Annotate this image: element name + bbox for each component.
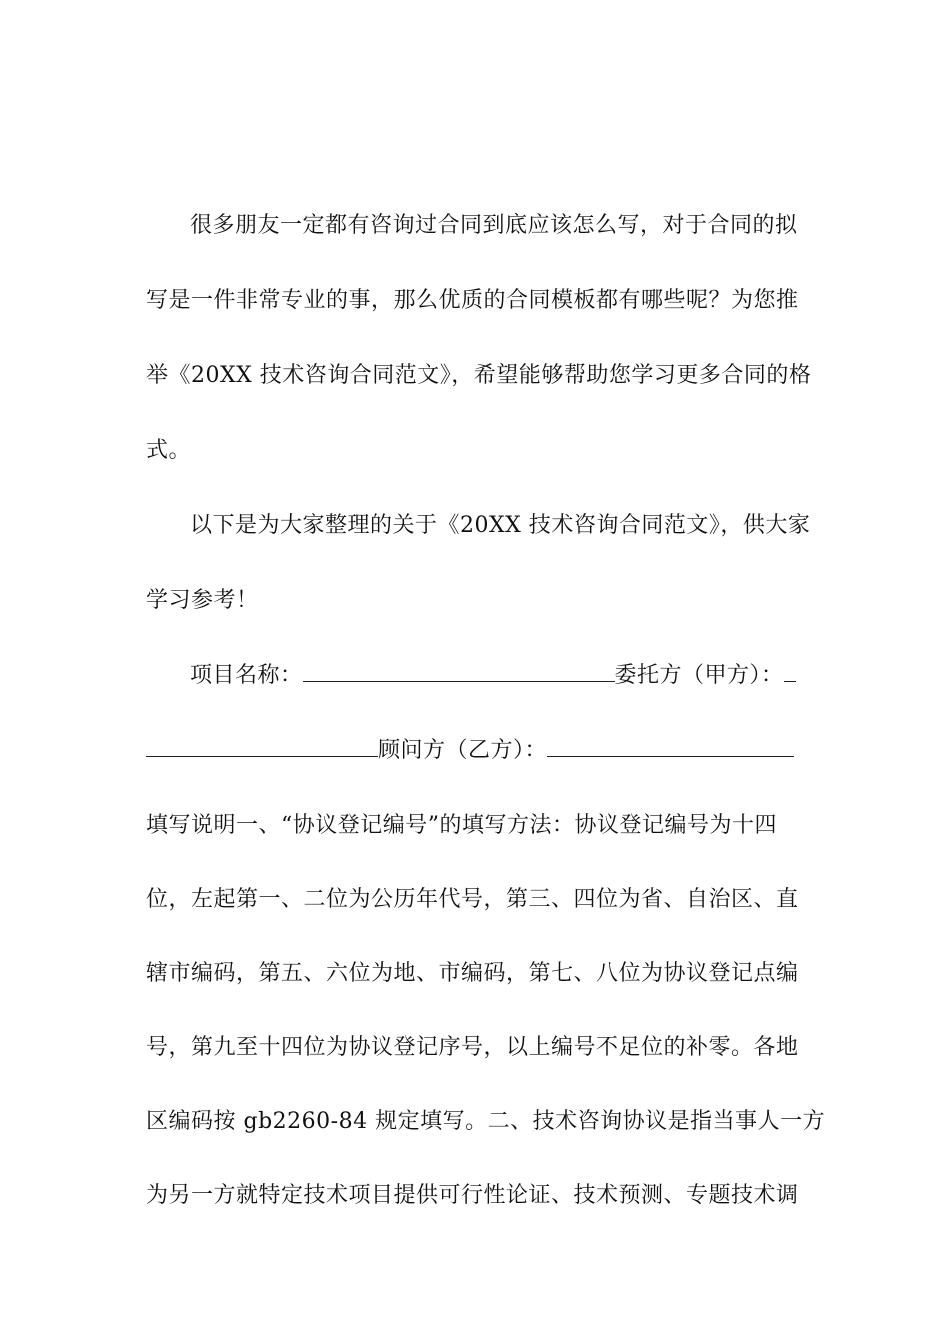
project-name-blank[interactable] xyxy=(303,663,615,682)
body-line-3: 辖市编码，第五、六位为地、市编码，第七、八位为协议登记点编 xyxy=(146,961,799,986)
client-blank[interactable] xyxy=(146,738,378,757)
body-line-6: 为另一方就特定技术项目提供可行性论证、技术预测、专题技术调 xyxy=(146,1183,799,1208)
intro-line-5: 以下是为大家整理的关于《20XX 技术咨询合同范文》，供大家 xyxy=(190,513,811,538)
project-name-label: 项目名称： xyxy=(190,663,303,688)
intro-line-3: 举《20XX 技术咨询合同范文》，希望能够帮助您学习更多合同的格 xyxy=(146,363,812,388)
body-line-2: 位，左起第一、二位为公历年代号，第三、四位为省、自治区、直 xyxy=(146,887,799,912)
consultant-blank[interactable] xyxy=(547,738,794,757)
body-line-5: 区编码按 gb2260-84 规定填写。二、技术咨询协议是指当事人一方 xyxy=(146,1109,826,1134)
form-line-1 xyxy=(190,662,806,690)
consultant-label: 顾问方（乙方）： xyxy=(378,738,548,763)
intro-line-1: 很多朋友一定都有咨询过合同到底应该怎么写，对于合同的拟 xyxy=(190,213,798,238)
intro-line-4: 式。 xyxy=(146,438,192,463)
client-blank-start[interactable] xyxy=(784,663,796,682)
form-line-2 xyxy=(146,737,806,765)
client-label: 委托方（甲方）： xyxy=(614,663,784,688)
intro-line-6: 学习参考！ xyxy=(146,588,259,613)
body-line-1: 填写说明一、“协议登记编号”的填写方法：协议登记编号为十四 xyxy=(146,813,777,838)
body-line-4: 号，第九至十四位为协议登记序号，以上编号不足位的补零。各地 xyxy=(146,1035,799,1060)
intro-line-2: 写是一件非常专业的事，那么优质的合同模板都有哪些呢？为您推 xyxy=(146,288,799,313)
